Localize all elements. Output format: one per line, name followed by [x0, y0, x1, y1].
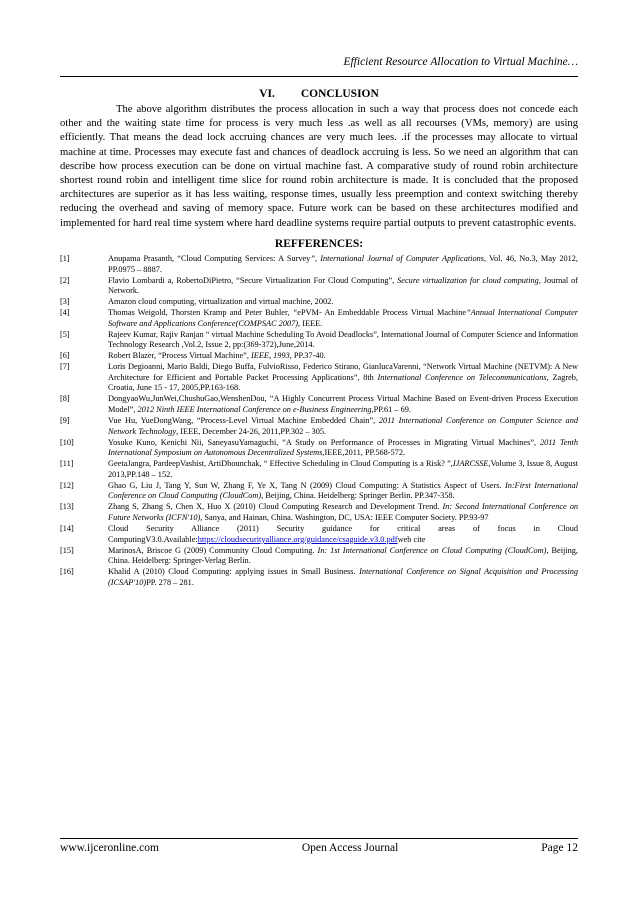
- reference-index: [7]: [60, 362, 70, 372]
- reference-item: [60, 459, 578, 480]
- reference-item: [60, 351, 578, 362]
- reference-italic-text: 2012 Ninth IEEE International Conference on e-Business Engineering: [137, 405, 372, 415]
- reference-index: [2]: [60, 275, 70, 285]
- reference-italic-text: In:First International Conference on Cloud Computing (CloudCom): [108, 480, 578, 501]
- reference-italic-text: ”Annual International Computer Software and Applications Conference(COMPSAC 2007): [108, 308, 579, 328]
- footer-website: www.ijceronline.com: [60, 842, 159, 854]
- reference-index: [8]: [60, 394, 70, 404]
- reference-text-part: GeetaJangra, PardeepVashist, ArtiDhounchak, “ Effective Scheduling in Cloud Computing is a Risk? ”,: [108, 459, 453, 469]
- reference-text: [108, 394, 578, 415]
- reference-text-part: Anupama Prasanth, “Cloud Computing Services: A Survey: [108, 254, 311, 263]
- reference-index: [5]: [60, 329, 70, 339]
- reference-item: [60, 481, 578, 502]
- reference-item: [60, 276, 578, 297]
- section-title: CONCLUSION: [300, 88, 379, 100]
- reference-text: [108, 459, 578, 480]
- reference-italic-text: 2011 Tenth International Symposium on Autonomous Decentralized Systems: [108, 437, 578, 458]
- reference-text-part: Loris Degioanni, Mario Baldi, Diego Buffa, FulvioRisso, Federico Stirano, GianlucaVarenni, “Network Virtual Machine (NETVM): A New Architecture for Efficient and Portable Packet Processing Applications”, 8th: [108, 362, 578, 382]
- reference-index: [10]: [60, 437, 74, 447]
- reference-text: [108, 276, 578, 297]
- reference-text-part: ,Volume 3, Issue 8, August 2013,PP.148 – 152.: [108, 459, 578, 479]
- reference-item: [60, 524, 578, 545]
- reference-text-part: Zhang S, Zhang S, Chen X, Huo X (2010) Cloud Computing Research and Development Trend.: [108, 502, 443, 512]
- reference-italic-text: In: Second International Conference on Future Networks (ICFN'10): [108, 502, 579, 522]
- reference-text-part: DongyaoWu,JunWei,ChushuGao,WenshenDou, “A Highly Concurrent Process Virtual Machine Based on Event-driven Process Execution Model”,: [108, 394, 578, 415]
- reference-text-part: Robert Blazer, “Process Virtual Machine”,: [108, 351, 252, 361]
- reference-text: [108, 297, 578, 308]
- reference-item: [60, 567, 578, 588]
- reference-italic-text: International Conference on Telecommunications: [377, 372, 547, 382]
- reference-text-part: , Zagreb, Croatia, June 15 - 17, 2005,PP.163-168.: [108, 372, 579, 393]
- reference-text: [108, 438, 578, 459]
- section-number: VI.: [259, 88, 275, 100]
- reference-text: [108, 330, 578, 351]
- reference-text-part: Thomas Weigold, Thorsten Kramp and Peter Buhler,: [108, 308, 293, 318]
- reference-index: [13]: [60, 502, 74, 512]
- reference-text: [108, 254, 578, 275]
- reference-italic-text: IEEE, 1993,: [251, 351, 292, 361]
- reference-italic-text: Secure virtualization for cloud computing: [397, 275, 539, 285]
- reference-text: [108, 546, 578, 567]
- reference-text-part: Rajeev Kumar, Rajiv Ranjan “ virtual Machine Scheduling To Avoid Deadlocks”, International Journal of Computer Science and Information Technology Research ,Vol.2, Issue 2, pp:(369-372),June,2014.: [108, 329, 578, 350]
- reference-index: [15]: [60, 545, 74, 555]
- footer-page-number: Page 12: [541, 842, 578, 854]
- footer-journal: Open Access Journal: [301, 842, 399, 854]
- reference-text-part: ,PP.61 – 69.: [371, 405, 411, 415]
- reference-italic-text: International Conference on Signal Acquisition and Processing (ICSAP'10): [108, 567, 578, 587]
- reference-text-part: PP. 278 – 281.: [146, 577, 194, 587]
- reference-text-part: ,IEEE,2011, PP.568-572.: [322, 448, 406, 458]
- reference-text: [108, 567, 578, 588]
- reference-index: [11]: [60, 459, 74, 469]
- reference-link[interactable]: https://cloudsecurityalliance.org/guidance/csaguide.v3.0.pdf: [197, 534, 398, 544]
- reference-text-part: , Beijing, China. Heidelberg: Springer-Verlag Berlin.: [108, 545, 579, 566]
- reference-text-part: Yosuke Kuno, Kenichi Nii, SaneyasuYamaguchi, “A Study on Performance of Processes in Migrating Virtual Machines”,: [108, 437, 540, 447]
- reference-text: [108, 502, 578, 523]
- running-header: Efficient Resource Allocation to Virtual Machine…: [343, 56, 578, 68]
- reference-index: [16]: [60, 567, 74, 577]
- reference-item: [60, 330, 578, 351]
- reference-text-part: , IEEE, December 24-26, 2011,PP.302 – 305.: [176, 426, 327, 436]
- reference-italic-text: ”, International Journal of Computer Applications,: [310, 254, 487, 263]
- reference-text-part: ePVM- An Embeddable Process Virtual Machine: [297, 308, 467, 318]
- reference-italic-text: “: [292, 308, 298, 318]
- conclusion-paragraph: The above algorithm distributes the process allocation in such a way that process does not concede each other and the waiting state time for process is very much less .as well as all recourses (VMs, memory) are using efficiently. That means the dead lock accruing chances are very much lees. .if the processes may allocate to virtual machine at time. Processes may execute fast and chances of deadlock accruing is less. So we need an algorithm that can describe how process execution can be done on virtual machine fast. A comparative study of round robin architecture shortest round robin and intelligent time slice for round robin architecture is made. It is concluded that the proposed architectures are superior as it has less waiting, response times, usually less preemption and context switching thereby reducing the overhead and saving of memory space. Future work can be based on these architectures modified and implemented for hard real time system where hard deadline systems require partial outputs to prevent catastrophic events.: [60, 104, 578, 229]
- reference-item: [60, 254, 578, 275]
- reference-item: [60, 438, 578, 459]
- reference-item: [60, 297, 578, 308]
- reference-text-part: Flavio Lombardi a, RobertoDiPietro, “Secure Virtualization For Cloud Computing”,: [108, 275, 398, 285]
- reference-item: [60, 394, 578, 415]
- reference-italic-text: 2011 International Conference on Computer Science and Network Technology: [108, 416, 578, 436]
- reference-text: [108, 351, 578, 362]
- reference-italic-text: In: 1st International Conference on Cloud Computing (CloudCom): [317, 545, 547, 555]
- reference-text-part: , Journal of Network.: [108, 275, 579, 296]
- section-heading: [60, 88, 578, 100]
- reference-index: [1]: [60, 254, 70, 263]
- reference-index: [6]: [60, 351, 70, 361]
- reference-text-part: Vue Hu, YueDongWang, “Process-Level Virtual Machine Embedded Chain”,: [108, 416, 379, 426]
- reference-italic-text: IJARCSSE: [452, 459, 489, 469]
- reference-text-part: , IEEE.: [298, 318, 323, 328]
- reference-text: [108, 481, 578, 502]
- reference-index: [12]: [60, 480, 74, 490]
- references-heading: REFFERENCES:: [274, 238, 364, 250]
- references-list: [60, 254, 578, 589]
- reference-text-part: Amazon cloud computing, virtualization and virtual machine, 2002.: [108, 297, 334, 307]
- reference-text: [108, 524, 578, 545]
- reference-text-part: Khalid A (2010) Cloud Computing: applying issues in Small Business.: [108, 567, 360, 577]
- reference-text-part: Ghao G, Liu J, Tang Y, Sun W, Zhang F, Ye X, Tang N (2009) Cloud Computing: A Statistics Aspect of Users.: [108, 480, 505, 490]
- reference-text-part: Cloud Security Alliance (2011) Security guidance for critical areas of focus in Cloud ComputingV3.0.Available:: [108, 523, 578, 544]
- reference-item: [60, 362, 578, 394]
- header-rule: [60, 76, 578, 77]
- footer-rule: [60, 838, 578, 839]
- page-footer: [60, 842, 578, 854]
- reference-text: [108, 308, 578, 329]
- reference-item: [60, 546, 578, 567]
- reference-text: [108, 362, 578, 394]
- reference-text-part: Vol. 46, No.3, May 2012, PP.0975 – 8887.: [108, 254, 578, 274]
- conclusion-body: [60, 103, 578, 231]
- reference-text: [108, 416, 578, 437]
- reference-index: [14]: [60, 523, 74, 533]
- reference-index: [9]: [60, 416, 70, 426]
- reference-item: [60, 416, 578, 437]
- reference-text-part: , Sanya, and Hainan, China. Washington, DC, USA: IEEE Computer Society. PP.93-97: [200, 512, 489, 522]
- reference-index: [4]: [60, 308, 70, 318]
- reference-text-part: web cite: [397, 534, 426, 544]
- reference-text-part: MarinosA, Briscoe G (2009) Community Cloud Computing.: [108, 545, 318, 555]
- reference-text-part: , Beijing, China. Heidelberg: Springer Berlin. PP.347-358.: [261, 491, 455, 501]
- reference-item: [60, 308, 578, 329]
- reference-index: [3]: [60, 297, 70, 307]
- reference-item: [60, 502, 578, 523]
- reference-text-part: PP.37-40.: [291, 351, 326, 361]
